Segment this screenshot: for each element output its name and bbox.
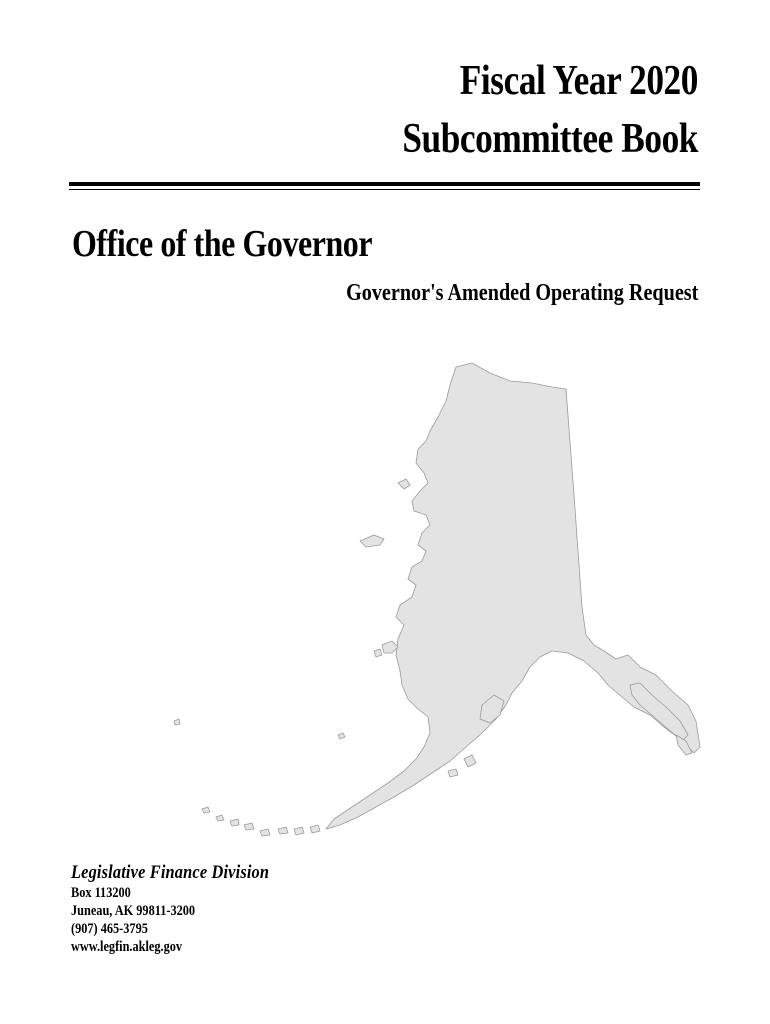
cover-title [402,52,698,168]
title-rule-thick [69,182,700,186]
fiscal-year-title: Fiscal Year 2020 [459,58,698,104]
box-number: Box 113200 [71,885,131,901]
contact-block [71,862,301,956]
phone-number: (907) 465-3795 [71,921,148,937]
st-lawrence-island-shape [360,535,384,547]
title-rule-thin [69,189,700,190]
alaska-mainland-shape [326,363,700,829]
legislative-finance-division-logo: Legislative Finance Division [71,862,270,883]
city-zip: Juneau, AK 99811-3200 [71,903,196,919]
website-url: www.legfin.akleg.gov [71,939,183,955]
nunivak-island-shape [382,641,398,653]
request-subtitle: Governor's Amended Operating Request [345,280,698,306]
subcommittee-book-title: Subcommittee Book [402,116,698,162]
alaska-map-image [160,355,705,850]
department-heading: Office of the Governor [72,223,373,265]
